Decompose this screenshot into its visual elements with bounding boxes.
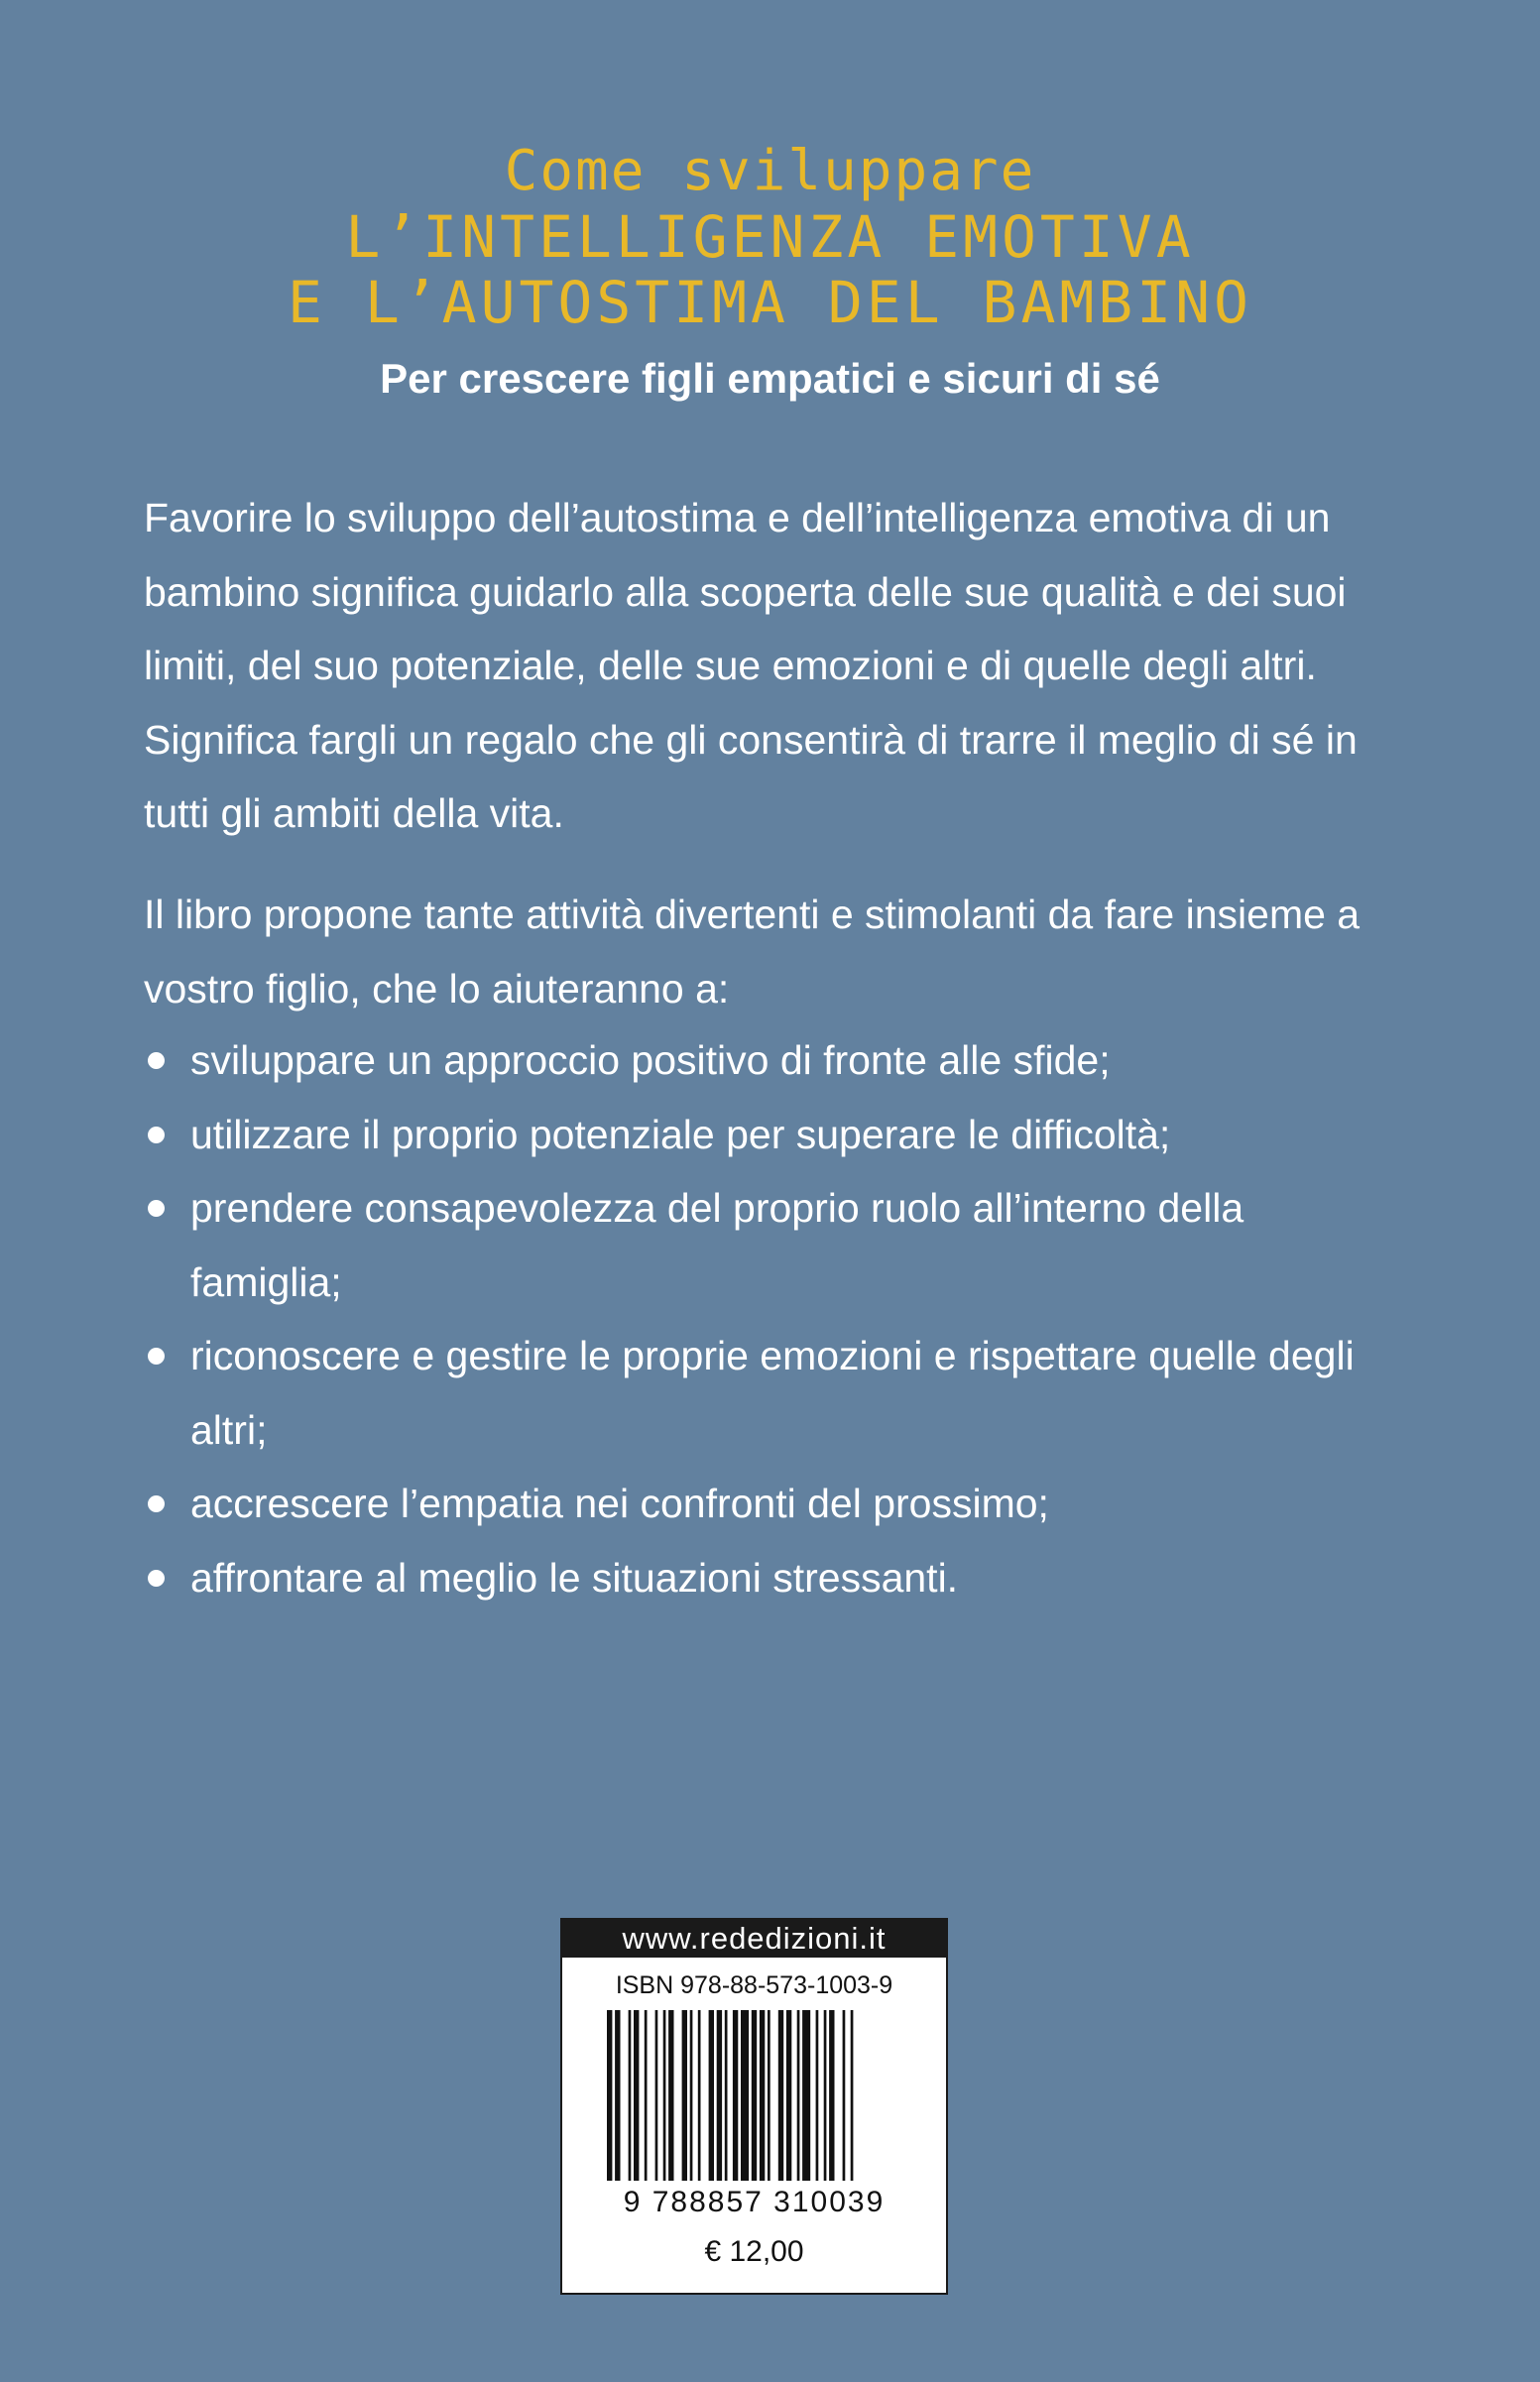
barcode-bar — [645, 2010, 648, 2181]
bullet-icon — [148, 1495, 165, 1512]
barcode-bar — [816, 2010, 819, 2181]
barcode-bar — [824, 2010, 827, 2181]
title-line-2: L’INTELLIGENZA EMOTIVA — [345, 203, 1195, 271]
barcode-bar — [668, 2010, 673, 2181]
barcode-bar — [634, 2010, 639, 2181]
title-line-1: Come sviluppare — [504, 139, 1036, 203]
price: € 12,00 — [704, 2235, 804, 2268]
barcode-icon — [607, 2010, 904, 2181]
barcode-bar — [829, 2010, 834, 2181]
list-item-text: utilizzare il proprio potenziale per superare le difficoltà; — [190, 1111, 1171, 1157]
list-item — [144, 1319, 1403, 1467]
book-subtitle: Per crescere figli empatici e sicuri di sé — [380, 355, 1160, 402]
list-item — [144, 1467, 1403, 1541]
ean-digits: 9 788857 310039 — [623, 2186, 886, 2218]
barcode-bar — [615, 2010, 620, 2181]
list-item — [144, 1023, 1403, 1098]
barcode-label — [560, 1918, 948, 2295]
bullet-icon — [148, 1127, 165, 1143]
bullet-icon — [148, 1570, 165, 1587]
publisher-url: www.rededizioni.it — [562, 1920, 946, 1958]
list-item-text: affrontare al meglio le situazioni stressanti. — [190, 1554, 959, 1601]
list-item-text: sviluppare un approccio positivo di fronte alle sfide; — [190, 1037, 1111, 1083]
barcode-bar — [698, 2010, 701, 2181]
list-item — [144, 1098, 1403, 1172]
benefits-list — [144, 1023, 1403, 1614]
list-item-text: accrescere l’empatia nei confronti del prossimo; — [190, 1481, 1049, 1526]
barcode-bar — [760, 2010, 765, 2181]
barcode-bar — [629, 2010, 632, 2181]
barcode-bar — [786, 2010, 791, 2181]
barcode-bar — [778, 2010, 783, 2181]
list-item-text: prendere consapevolezza del proprio ruolo all’interno della famiglia; — [190, 1185, 1244, 1305]
barcode-bar — [682, 2010, 687, 2181]
barcode-bar — [709, 2010, 714, 2181]
barcode-bar — [725, 2010, 728, 2181]
barcode-bar — [802, 2010, 810, 2181]
list-item — [144, 1541, 1403, 1615]
barcode-bar — [607, 2010, 612, 2181]
title-line-3: E L’AUTOSTIMA DEL BAMBINO — [288, 269, 1252, 336]
book-title — [0, 139, 1540, 335]
list-item — [144, 1171, 1403, 1319]
barcode-bar — [797, 2010, 800, 2181]
barcode-bar — [733, 2010, 738, 2181]
barcode-bar — [752, 2010, 757, 2181]
description-paragraph-1: Favorire lo sviluppo dell’autostima e dell’intelligenza emotiva di un bambino significa guidarlo alla scoperta delle sue qualità e dei suoi limiti, del suo potenziale, delle sue emozioni e di quelle degli altri. Significa fargli un regalo che gli consentirà di trarre il meglio di sé in tutti gli ambiti della vita. — [144, 495, 1358, 836]
list-item-text: riconoscere e gestire le proprie emozioni e rispettare quelle degli altri; — [190, 1333, 1355, 1453]
barcode-bar — [843, 2010, 846, 2181]
barcode-bar — [851, 2010, 854, 2181]
bullet-icon — [148, 1348, 165, 1365]
barcode-bar — [690, 2010, 693, 2181]
bullet-icon — [148, 1200, 165, 1217]
description-paragraph-2: Il libro propone tante attività divertenti e stimolanti da fare insieme a vostro figlio, che lo aiuteranno a: — [144, 892, 1361, 1012]
barcode-bar — [655, 2010, 658, 2181]
barcode-bar — [768, 2010, 770, 2181]
barcode-bar — [717, 2010, 722, 2181]
bullet-icon — [148, 1052, 165, 1069]
barcode-bar — [741, 2010, 749, 2181]
isbn-number: ISBN 978-88-573-1003-9 — [615, 1971, 893, 1999]
barcode-bar — [663, 2010, 666, 2181]
